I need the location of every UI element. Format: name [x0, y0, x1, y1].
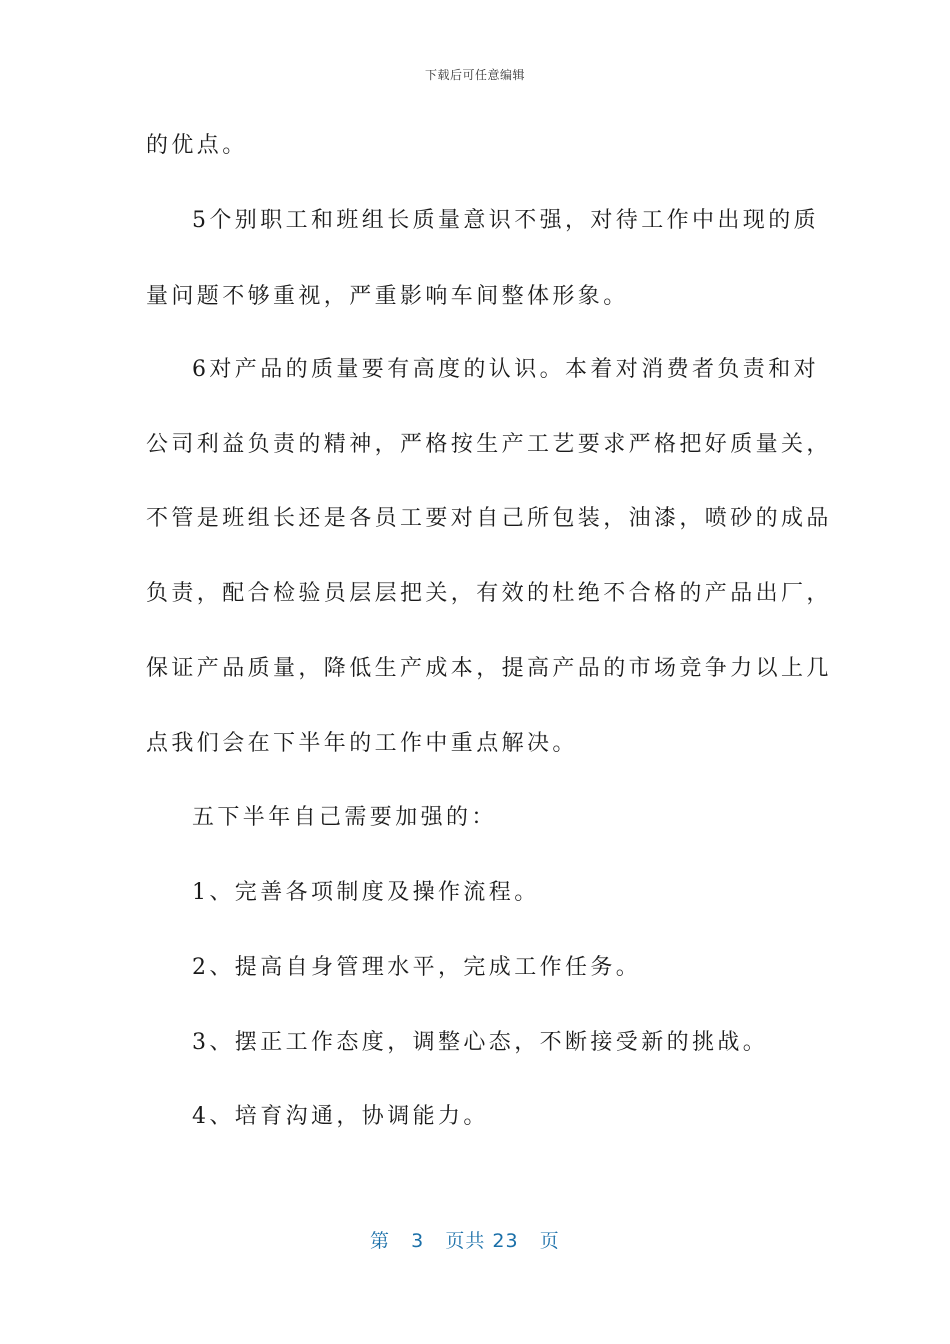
current-page-number: 3 — [411, 1230, 425, 1252]
list-item: 2、提高自身管理水平，完成工作任务。 — [192, 955, 642, 980]
text-line: 公司利益负责的精神，严格按生产工艺要求严格把好质量关， — [146, 432, 832, 457]
list-item: 1、完善各项制度及操作流程。 — [192, 880, 540, 905]
footer-middle: 页共 — [445, 1230, 486, 1252]
total-pages-number: 23 — [492, 1230, 519, 1252]
list-item: 4、培育沟通，协调能力。 — [192, 1104, 489, 1129]
text-line: 保证产品质量，降低生产成本，提高产品的市场竞争力以上几 — [146, 656, 832, 681]
footer-prefix: 第 — [370, 1230, 391, 1252]
text-line: 6对产品的质量要有高度的认识。本着对消费者负责和对 — [192, 357, 819, 382]
section-heading: 五下半年自己需要加强的： — [192, 805, 497, 830]
text-line: 量问题不够重视，严重影响车间整体形象。 — [146, 284, 629, 309]
text-line: 不管是班组长还是各员工要对自己所包装，油漆，喷砂的成品 — [146, 506, 832, 531]
page-header-note: 下载后可任意编辑 — [424, 68, 525, 82]
page-number-footer — [370, 1226, 560, 1253]
text-line: 点我们会在下半年的工作中重点解决。 — [146, 731, 578, 756]
list-item: 3、摆正工作态度，调整心态，不断接受新的挑战。 — [192, 1030, 769, 1055]
text-line: 的优点。 — [146, 133, 248, 158]
text-line: 负责，配合检验员层层把关，有效的杜绝不合格的产品出厂， — [146, 581, 832, 606]
text-line: 5个别职工和班组长质量意识不强，对待工作中出现的质 — [192, 208, 819, 233]
footer-suffix: 页 — [539, 1230, 560, 1252]
